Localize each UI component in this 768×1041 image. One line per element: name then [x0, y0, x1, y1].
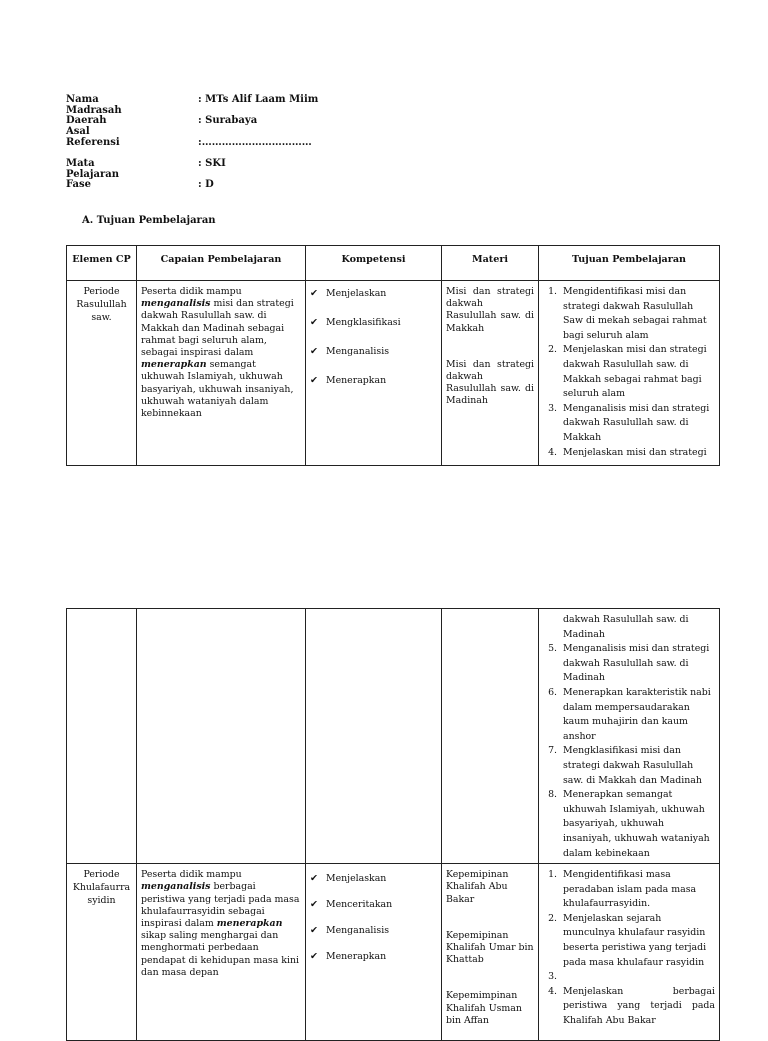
list-item [310, 317, 437, 346]
checkmark-icon: ✔ [310, 873, 318, 885]
table-row [67, 281, 720, 466]
list-item: 4. Menjelaskan berbagai peristiwa yang terjadi pada Khalifah Abu Bakar [560, 985, 715, 1029]
list-item: 5. Menganalisis misi dan strategi dakwah Rasulullah saw. di Madinah [560, 642, 715, 686]
list-item [560, 970, 715, 985]
capaian-text: misi dan strategi dakwah Rasulullah saw. di Makkah dan Madinah sebagai rahmat bagi seluruh alam, sebagai inspirasi dalam [141, 298, 294, 359]
elemen-text: Periode Rasulullah saw. [76, 286, 127, 323]
kompetensi-label: Menerapkan [326, 375, 387, 386]
capaian-keyword: menganalisis [141, 298, 211, 310]
capaian-text: sikap saling menghargai dan menghormati perbedaan pendapat di kehidupan masa kini dan masa depan [141, 930, 299, 978]
kompetensi-label: Menjelaskan [326, 288, 387, 299]
kompetensi-label: Menganalisis [326, 346, 390, 357]
info-label: Nama Madrasah [66, 94, 122, 116]
materi-item: Kepemipinan Khalifah Umar bin Khattab [446, 929, 534, 966]
list-item [310, 288, 437, 317]
list-item [310, 873, 437, 899]
materi-item: Kepemipinan Khalifah Abu Bakar [446, 869, 509, 905]
capaian-cell [137, 864, 306, 1041]
list-item: 8. Menerapkan semangat ukhuwah Islamiyah, ukhuwah basyariyah, ukhuwah insaniyah, ukhuwah wataniyah dalam kebinekaan [560, 788, 715, 861]
tujuan-cell [539, 609, 720, 864]
checkmark-icon: ✔ [310, 899, 318, 911]
kompetensi-cell [306, 281, 442, 466]
checkmark-icon: ✔ [310, 346, 318, 357]
list-item: 2. Menjelaskan misi dan strategi dakwah Rasulullah saw. di Makkah sebagai rahmat bagi seluruh alam [560, 343, 715, 401]
capaian-keyword: menerapkan [216, 917, 283, 929]
learning-objectives-table-continued [66, 608, 720, 1041]
learning-objectives-table [66, 245, 720, 466]
kompetensi-cell [306, 864, 442, 1041]
kompetensi-label: Mengklasifikasi [326, 317, 401, 328]
list-item: 6. Menerapkan karakteristik nabi dalam mempersaudarakan kaum muhajirin dan kaum anshor [560, 686, 715, 744]
elemen-cell [67, 281, 137, 466]
info-label: Mata Pelajaran [66, 157, 120, 180]
info-value: :…………………………… [198, 136, 312, 148]
elemen-text: Periode [83, 869, 120, 881]
capaian-cell [137, 281, 306, 466]
col-header-tujuan: Tujuan Pembelajaran [539, 246, 720, 281]
capaian-text: Peserta didik mampu [141, 286, 242, 297]
info-label: Daerah Asal [66, 115, 107, 138]
capaian-keyword: menerapkan [141, 359, 207, 371]
capaian-cell [137, 609, 306, 864]
tujuan-cell [539, 864, 720, 1041]
list-item [310, 925, 437, 951]
kompetensi-label: Menerapkan [326, 951, 387, 963]
capaian-keyword: menganalisis [141, 881, 211, 893]
list-item: 1. Mengidentifikasi misi dan strategi dakwah Rasulullah Saw di mekah sebagai rahmat bagi seluruh alam [560, 285, 715, 343]
materi-item: Kepemimpinan Khalifah Usman bin Affan [446, 990, 522, 1026]
materi-cell [442, 609, 539, 864]
info-value: : D [198, 179, 214, 191]
kompetensi-cell [306, 609, 442, 864]
tujuan-continuation: dakwah Rasulullah saw. di Madinah [563, 614, 689, 640]
tujuan-list [543, 642, 715, 861]
table-row [67, 609, 720, 864]
materi-item: Misi dan strategi dakwah Rasulullah saw. di Madinah [446, 358, 534, 407]
list-item: 3. Menganalisis misi dan strategi dakwah Rasulullah saw. di Makkah [560, 402, 715, 446]
list-item [310, 951, 437, 977]
table-header-row [67, 246, 720, 281]
col-header-kompetensi: Kompetensi [306, 246, 442, 281]
checkmark-icon: ✔ [310, 288, 318, 299]
checkmark-icon: ✔ [310, 951, 318, 963]
materi-cell [442, 281, 539, 466]
col-header-materi: Materi [442, 246, 539, 281]
elemen-text: Khulafaurra [72, 882, 131, 894]
kompetensi-label: Menjelaskan [326, 873, 387, 885]
info-label: Fase [66, 179, 92, 191]
capaian-text: Peserta didik mampu [141, 869, 242, 881]
elemen-cell [67, 609, 137, 864]
materi-cell [442, 864, 539, 1041]
materi-item: Misi dan strategi dakwah Rasulullah saw. di Makkah [446, 286, 534, 334]
tujuan-list [543, 285, 715, 460]
list-item [310, 899, 437, 925]
capaian-text: berbagai peristiwa yang terjadi pada masa khulafaurrasyidin sebagai inspirasi dalam [141, 881, 300, 929]
kompetensi-label: Menceritakan [326, 899, 393, 911]
checkmark-icon: ✔ [310, 375, 318, 386]
col-header-capaian: Capaian Pembelajaran [137, 246, 306, 281]
checkmark-icon: ✔ [310, 317, 318, 328]
elemen-text: syidin [87, 895, 116, 907]
section-title: A. Tujuan Pembelajaran [82, 215, 216, 226]
tujuan-cell [539, 281, 720, 466]
list-item [310, 375, 437, 404]
list-item: 2. Menjelaskan sejarah munculnya khulafaur rasyidin beserta peristiwa yang terjadi pada masa khulafaur rasyidin [560, 912, 715, 970]
elemen-cell [67, 864, 137, 1041]
list-item: 1. Mengidentifikasi masa peradaban islam pada masa khulafaurrasyidin. [560, 868, 715, 912]
table-row [67, 864, 720, 1041]
col-header-elemen: Elemen CP [67, 246, 137, 281]
list-item [310, 346, 437, 375]
list-item: 7. Mengklasifikasi misi dan strategi dakwah Rasulullah saw. di Makkah dan Madinah [560, 744, 715, 788]
kompetensi-list [310, 873, 437, 977]
kompetensi-label: Menganalisis [326, 925, 390, 937]
info-value: : Surabaya [198, 115, 258, 127]
kompetensi-list [310, 288, 437, 404]
list-item: 4. Menjelaskan misi dan strategi [560, 446, 715, 461]
tujuan-list [543, 868, 715, 1029]
checkmark-icon: ✔ [310, 925, 318, 937]
info-value: : MTs Alif Laam Miim [198, 94, 319, 105]
info-label: Referensi [66, 136, 120, 148]
info-value: : SKI [198, 157, 226, 169]
capaian-text: semangat ukhuwah Islamiyah, ukhuwah basyariyah, ukhuwah insaniyah, ukhuwah wataniyah dalam kebinnekaan [141, 359, 294, 420]
